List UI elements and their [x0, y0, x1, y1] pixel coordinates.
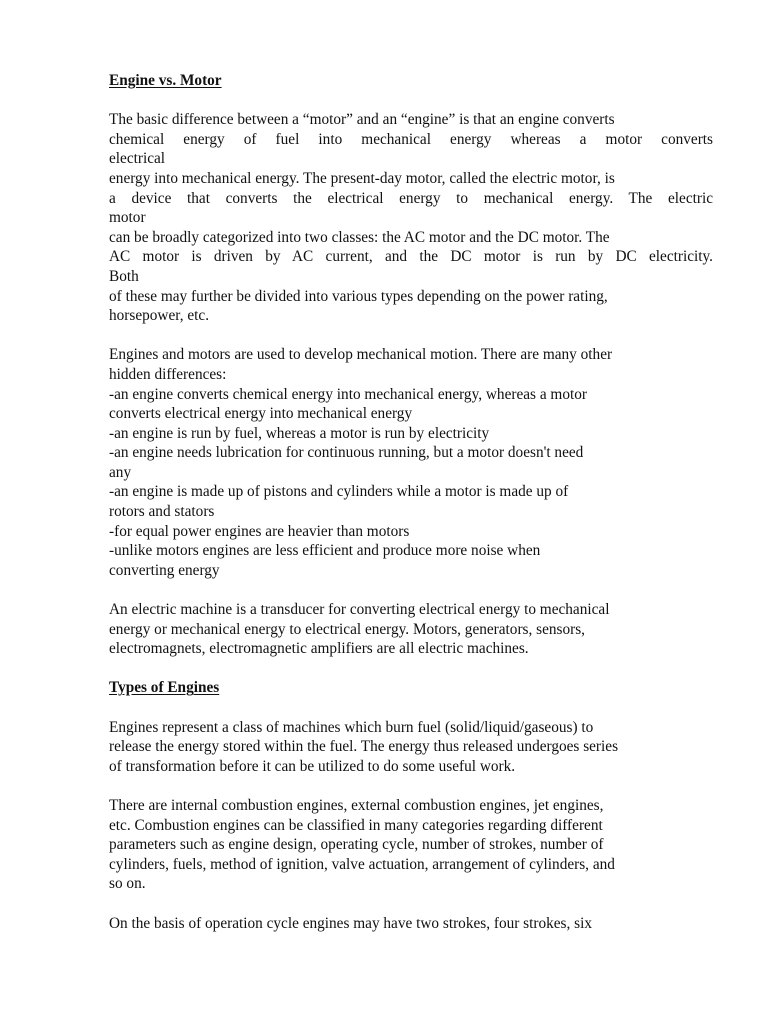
text-line: converting energy — [109, 561, 220, 579]
text-line: -an engine needs lubrication for continuous running, but a motor doesn't need — [109, 444, 584, 462]
text-line: hidden differences: — [109, 365, 227, 383]
text-line: The basic difference between a “motor” and an “engine” is that an engine converts — [109, 111, 615, 129]
text-line: energy or mechanical energy to electrical energy. Motors, generators, sensors, — [109, 620, 586, 638]
text-line: rotors and stators — [109, 503, 215, 521]
paragraph-gap — [109, 659, 713, 679]
text-line: of transformation before it can be utilized to do some useful work. — [109, 757, 516, 775]
paragraph-gap — [109, 894, 713, 914]
text-line: can be broadly categorized into two classes: the AC motor and the DC motor. The — [109, 228, 610, 246]
paragraph-combustion-engines — [109, 796, 713, 894]
text-line: so on. — [109, 875, 146, 893]
text-line: -unlike motors engines are less efficient and produce more noise when — [109, 542, 541, 560]
text-line: cylinders, fuels, method of ignition, valve actuation, arrangement of cylinders, and — [109, 855, 615, 873]
paragraph-gap — [109, 698, 713, 718]
text-line: of these may further be divided into various types depending on the power rating, — [109, 287, 608, 305]
text-line: Both — [109, 267, 139, 285]
text-line: -an engine is made up of pistons and cylinders while a motor is made up of — [109, 483, 569, 501]
text-line: An electric machine is a transducer for converting electrical energy to mechanical — [109, 601, 610, 619]
paragraph-gap — [109, 91, 713, 111]
text-line: electromagnets, electromagnetic amplifiers are all electric machines. — [109, 640, 529, 658]
text-line: chemical energy of fuel into mechanical energy whereas a motor converts — [109, 130, 713, 148]
text-line: -an engine converts chemical energy into mechanical energy, whereas a motor — [109, 385, 587, 403]
text-line: any — [109, 463, 132, 481]
text-line: converts electrical energy into mechanical energy — [109, 405, 413, 423]
text-line: On the basis of operation cycle engines may have two strokes, four strokes, six — [109, 914, 593, 932]
text-line: energy into mechanical energy. The present-day motor, called the electric motor, is — [109, 169, 615, 187]
text-line: motor — [109, 209, 146, 227]
text-line: parameters such as engine design, operating cycle, number of strokes, number of — [109, 836, 604, 854]
paragraph-differences — [109, 345, 713, 580]
heading-types-of-engines: Types of Engines — [109, 679, 220, 697]
paragraph-engines-definition — [109, 718, 713, 777]
text-line: -an engine is run by fuel, whereas a motor is run by electricity — [109, 424, 490, 442]
document-page — [109, 71, 713, 933]
text-line: Engines represent a class of machines which burn fuel (solid/liquid/gaseous) to — [109, 718, 594, 736]
text-line: a device that converts the electrical energy to mechanical energy. The electric — [109, 189, 713, 207]
text-line: release the energy stored within the fuel. The energy thus released undergoes series — [109, 738, 619, 756]
text-line: etc. Combustion engines can be classified in many categories regarding different — [109, 816, 603, 834]
text-line: Engines and motors are used to develop mechanical motion. There are many other — [109, 346, 613, 364]
paragraph-gap — [109, 580, 713, 600]
heading-engine-vs-motor: Engine vs. Motor — [109, 72, 222, 89]
paragraph-intro — [109, 110, 713, 326]
paragraph-gap — [109, 326, 713, 346]
text-line: horsepower, etc. — [109, 307, 210, 325]
text-line: -for equal power engines are heavier than motors — [109, 522, 410, 540]
paragraph-operation-cycle — [109, 914, 713, 934]
text-line: There are internal combustion engines, external combustion engines, jet engines, — [109, 796, 604, 814]
text-line: AC motor is driven by AC current, and the DC motor is run by DC electricity. — [109, 248, 713, 266]
paragraph-electric-machine — [109, 600, 713, 659]
paragraph-gap — [109, 776, 713, 796]
text-line: electrical — [109, 150, 166, 168]
